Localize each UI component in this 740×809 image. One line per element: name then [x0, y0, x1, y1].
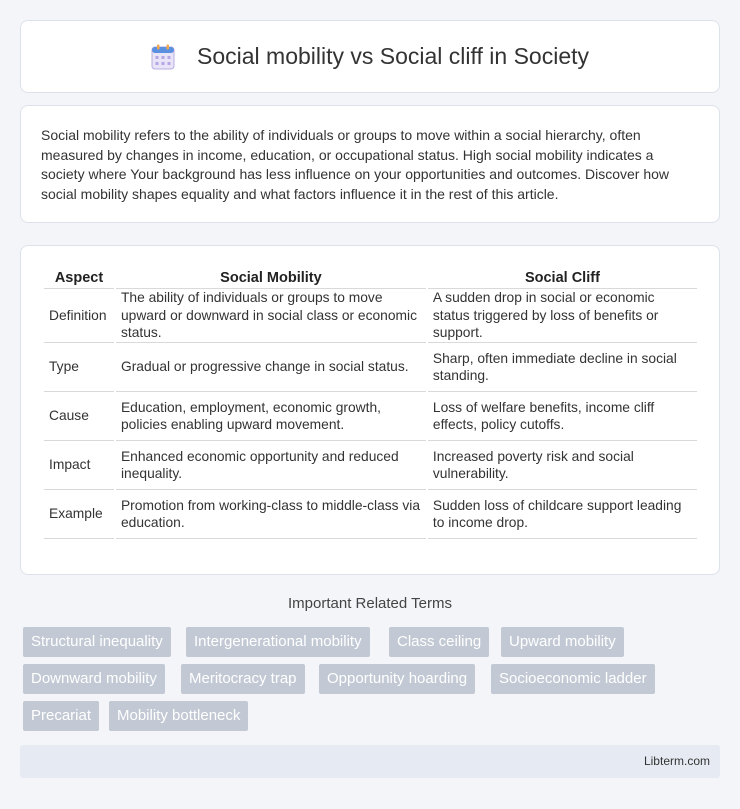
header-card	[20, 20, 720, 93]
row-aspect: Cause	[44, 392, 114, 441]
table-row	[44, 343, 697, 392]
row-aspect: Impact	[44, 441, 114, 490]
term-tag[interactable]: Downward mobility	[23, 664, 165, 694]
intro-paragraph: Social mobility refers to the ability of individuals or groups to move within a social hierarchy, often measured by changes in income, education, or occupational status. High social mobility indicates a society where Your background has less influence on your opportunities and outcomes. Discover how social mobility shapes equality and what factors influence it in the rest of this article.	[41, 127, 670, 202]
calendar-icon	[151, 44, 175, 70]
term-tag[interactable]: Precariat	[23, 701, 99, 731]
table-row	[44, 490, 697, 539]
row-social-cliff: Sharp, often immediate decline in social standing.	[428, 343, 697, 392]
footer-site-link[interactable]: Libterm.com	[643, 754, 710, 768]
row-social-mobility: Education, employment, economic growth, policies enabling upward movement.	[116, 392, 426, 441]
row-social-cliff: Increased poverty risk and social vulnerability.	[428, 441, 697, 490]
term-tag[interactable]: Structural inequality	[23, 627, 171, 657]
table-row	[44, 289, 697, 343]
header-social-cliff: Social Cliff	[428, 268, 697, 289]
row-social-cliff: A sudden drop in social or economic status triggered by loss of benefits or support.	[428, 289, 697, 343]
header-social-mobility: Social Mobility	[116, 268, 426, 289]
header-aspect: Aspect	[44, 268, 114, 289]
table-row	[44, 392, 697, 441]
term-tag[interactable]: Upward mobility	[501, 627, 624, 657]
row-social-mobility: The ability of individuals or groups to move upward or downward in social class or economic status.	[116, 289, 426, 343]
row-social-mobility: Gradual or progressive change in social status.	[116, 343, 426, 392]
table-header-row	[44, 268, 697, 289]
row-aspect: Type	[44, 343, 114, 392]
term-tag[interactable]: Intergenerational mobility	[186, 627, 370, 657]
term-tag[interactable]: Mobility bottleneck	[109, 701, 248, 731]
row-social-cliff: Sudden loss of childcare support leading to income drop.	[428, 490, 697, 539]
term-tag[interactable]: Meritocracy trap	[181, 664, 305, 694]
term-tag[interactable]: Opportunity hoarding	[319, 664, 475, 694]
term-tag[interactable]: Class ceiling	[389, 627, 489, 657]
row-social-mobility: Enhanced economic opportunity and reduced inequality.	[116, 441, 426, 490]
intro-card	[20, 105, 720, 223]
row-aspect: Example	[44, 490, 114, 539]
table-row	[44, 441, 697, 490]
comparison-table-card	[20, 245, 720, 575]
term-tag[interactable]: Socioeconomic ladder	[491, 664, 655, 694]
row-aspect: Definition	[44, 289, 114, 343]
related-terms-title: Important Related Terms	[288, 595, 452, 612]
footer	[20, 745, 720, 778]
row-social-cliff: Loss of welfare benefits, income cliff effects, policy cutoffs.	[428, 392, 697, 441]
row-social-mobility: Promotion from working-class to middle-class via education.	[116, 490, 426, 539]
comparison-table	[42, 268, 699, 539]
page-title: Social mobility vs Social cliff in Society	[197, 43, 589, 69]
